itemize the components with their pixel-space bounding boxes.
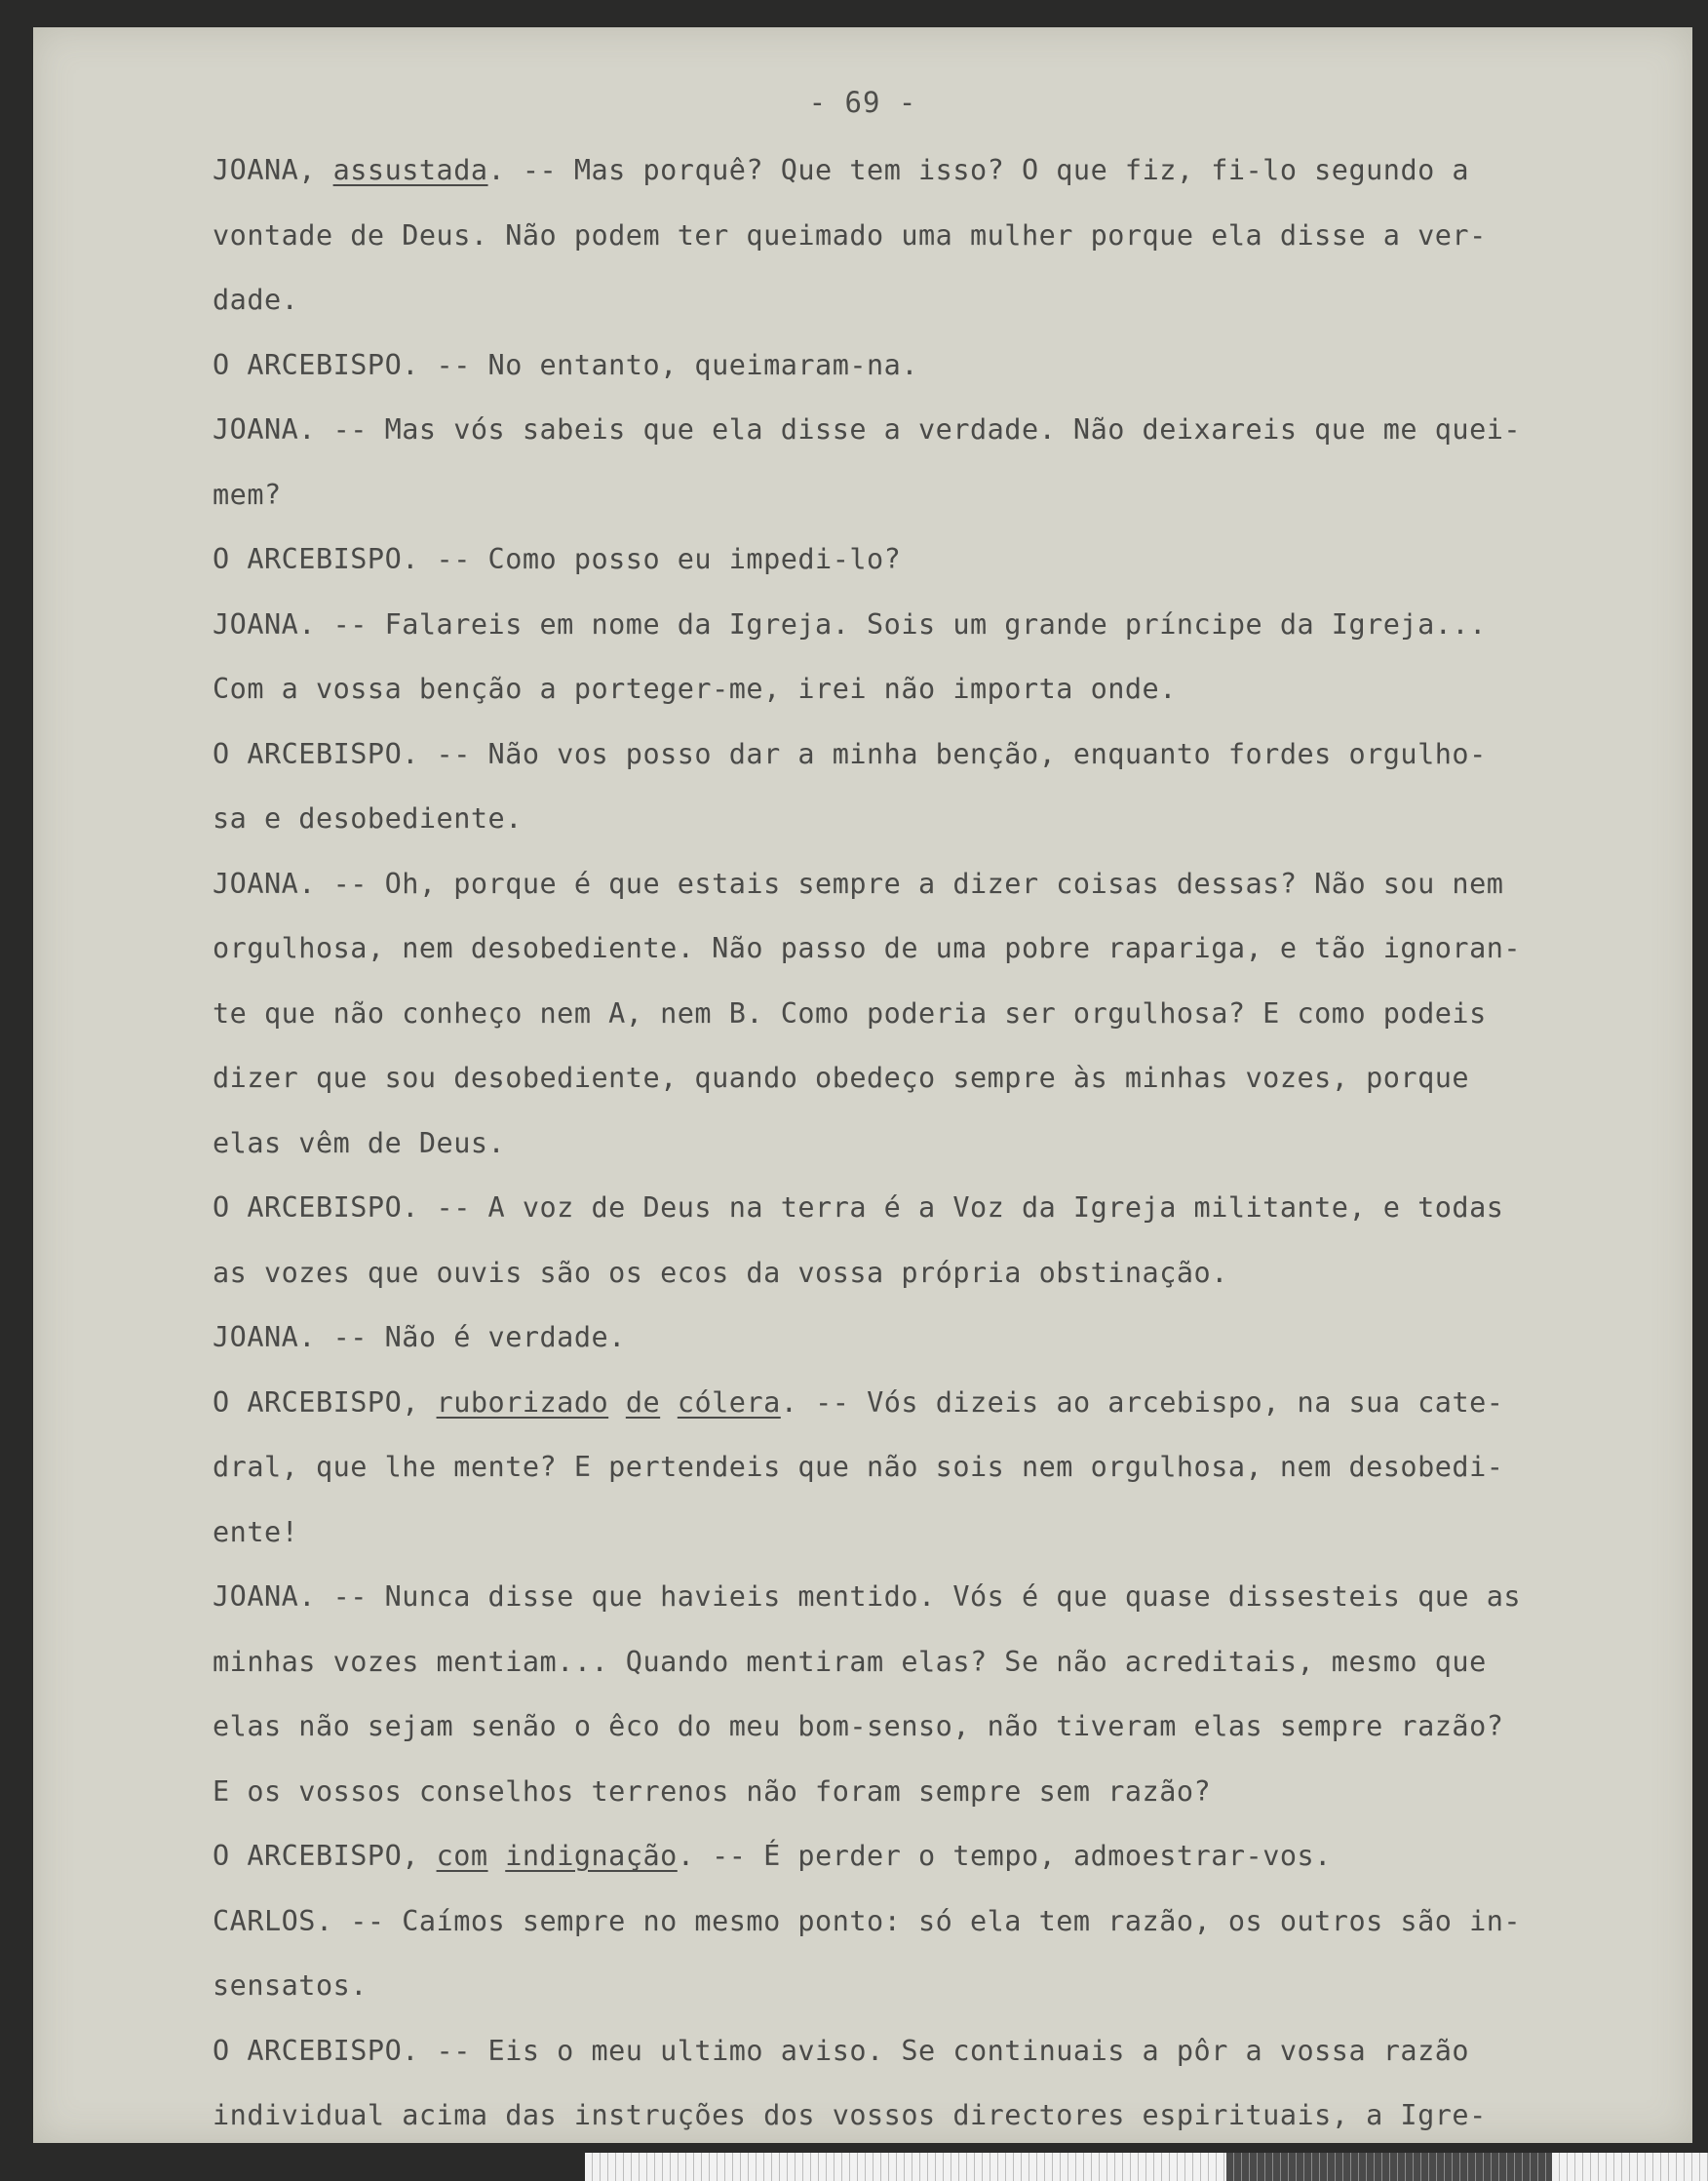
text-segment: Com a vossa benção a porteger-me, irei não importa onde. [213, 673, 1177, 705]
text-line [213, 800, 1685, 866]
text-segment: CARLOS. -- Caímos sempre no mesmo ponto: só ela tem razão, os outros são in- [213, 1904, 1522, 1937]
text-segment [488, 1840, 506, 1872]
underlined-stage-direction: cólera [677, 1385, 781, 1419]
text-line [213, 1903, 1685, 1968]
text-segment: mem? [213, 478, 282, 511]
text-segment: sensatos. [213, 1969, 368, 2002]
text-line [213, 1189, 1685, 1255]
text-line [213, 152, 1685, 217]
text-segment: O ARCEBISPO. -- No entanto, queimaram-na. [213, 348, 918, 381]
text-segment: JOANA. -- Falareis em nome da Igreja. Sois um grande príncipe da Igreja... [213, 607, 1487, 641]
text-segment [608, 1386, 626, 1419]
text-line [213, 1967, 1685, 2033]
text-line [213, 477, 1685, 542]
manuscript-page [33, 27, 1692, 2143]
text-segment: elas não sejam senão o êco do meu bom-senso, não tiveram elas sempre razão? [213, 1710, 1504, 1742]
text-line [213, 1644, 1685, 1709]
text-line [213, 1319, 1685, 1384]
text-segment: elas vêm de Deus. [213, 1126, 506, 1159]
text-line [213, 1449, 1685, 1514]
text-line [213, 1384, 1685, 1450]
text-segment: E os vossos conselhos terrenos não foram sempre sem razão? [213, 1774, 1212, 1808]
underlined-stage-direction: ruborizado [436, 1385, 609, 1419]
text-segment: minhas vozes mentiam... Quando mentiram elas? Se não acreditais, mesmo que [213, 1645, 1487, 1678]
underlined-stage-direction: de [625, 1385, 661, 1419]
text-segment: dizer que sou desobediente, quando obedeço sempre às minhas vozes, porque [213, 1062, 1470, 1094]
text-line [213, 1255, 1685, 1320]
text-line [213, 671, 1685, 736]
text-segment: orgulhosa, nem desobediente. Não passo de uma pobre rapariga, e tão ignoran- [213, 932, 1522, 964]
text-line [213, 411, 1685, 477]
text-segment: dral, que lhe mente? E pertendeis que não sois nem orgulhosa, nem desobedi- [213, 1451, 1504, 1483]
text-segment: dade. [213, 284, 299, 316]
underlined-stage-direction: assustada [332, 154, 488, 186]
text-line [213, 2033, 1685, 2098]
text-segment: O ARCEBISPO. -- Como posso eu impedi-lo? [213, 543, 902, 575]
text-segment: as vozes que ouvis são os ecos da vossa própria obstinação. [213, 1256, 1228, 1289]
text-line [213, 1773, 1685, 1839]
text-line [213, 1514, 1685, 1579]
page-number: - 69 - [808, 86, 917, 119]
text-segment: JOANA. -- Mas vós sabeis que ela disse a verdade. Não deixareis que me quei- [213, 413, 1522, 446]
underlined-stage-direction: com [436, 1840, 488, 1872]
underlined-stage-direction: indignação [505, 1840, 678, 1872]
text-line [213, 282, 1685, 347]
text-line [213, 1060, 1685, 1125]
text-segment: vontade de Deus. Não podem ter queimado uma mulher porque ela disse a ver- [213, 218, 1487, 252]
text-segment: O ARCEBISPO. -- Eis o meu ultimo aviso. Se continuais a pôr a vossa razão [213, 2034, 1470, 2067]
text-segment: JOANA. -- Nunca disse que havieis mentido. Vós é que quase dissesteis que as [213, 1580, 1522, 1613]
text-segment: ente! [213, 1515, 299, 1548]
text-line [213, 866, 1685, 931]
text-line [213, 1838, 1685, 1903]
text-segment: . -- É perder o tempo, admoestrar-vos. [677, 1840, 1332, 1872]
text-segment: O ARCEBISPO, [213, 1385, 437, 1419]
text-line [213, 347, 1685, 412]
text-segment: . -- Mas porquê? Que tem isso? O que fiz, fi-lo segundo a [487, 154, 1470, 186]
text-segment: . -- Vós dizeis ao arcebispo, na sua cate- [780, 1385, 1504, 1419]
color-scale-dark-segment [1226, 2153, 1552, 2181]
text-line [213, 217, 1685, 283]
typescript-text [213, 152, 1685, 2162]
text-segment: O ARCEBISPO. -- Não vos posso dar a minha benção, enquanto fordes orgulho- [213, 737, 1487, 770]
text-line [213, 995, 1685, 1061]
text-segment: sa e desobediente. [213, 802, 523, 835]
text-segment: individual acima das instruções dos vossos directores espirituais, a Igre- [213, 2099, 1487, 2131]
text-segment: O ARCEBISPO. -- A voz de Deus na terra é a Voz da Igreja militante, e todas [213, 1191, 1504, 1224]
text-line [213, 541, 1685, 606]
text-segment: JOANA. -- Oh, porque é que estais sempre a dizer coisas dessas? Não sou nem [213, 867, 1504, 900]
text-segment: JOANA. -- Não é verdade. [213, 1321, 626, 1353]
text-segment [660, 1386, 678, 1419]
text-segment: O ARCEBISPO, [213, 1840, 437, 1872]
text-line [213, 1578, 1685, 1644]
text-segment: JOANA, [213, 154, 333, 186]
text-line [213, 1708, 1685, 1773]
text-line [213, 1125, 1685, 1190]
text-line [213, 736, 1685, 801]
text-segment: te que não conheço nem A, nem B. Como poderia ser orgulhosa? E como podeis [213, 996, 1487, 1030]
text-line [213, 606, 1685, 672]
text-line [213, 930, 1685, 995]
